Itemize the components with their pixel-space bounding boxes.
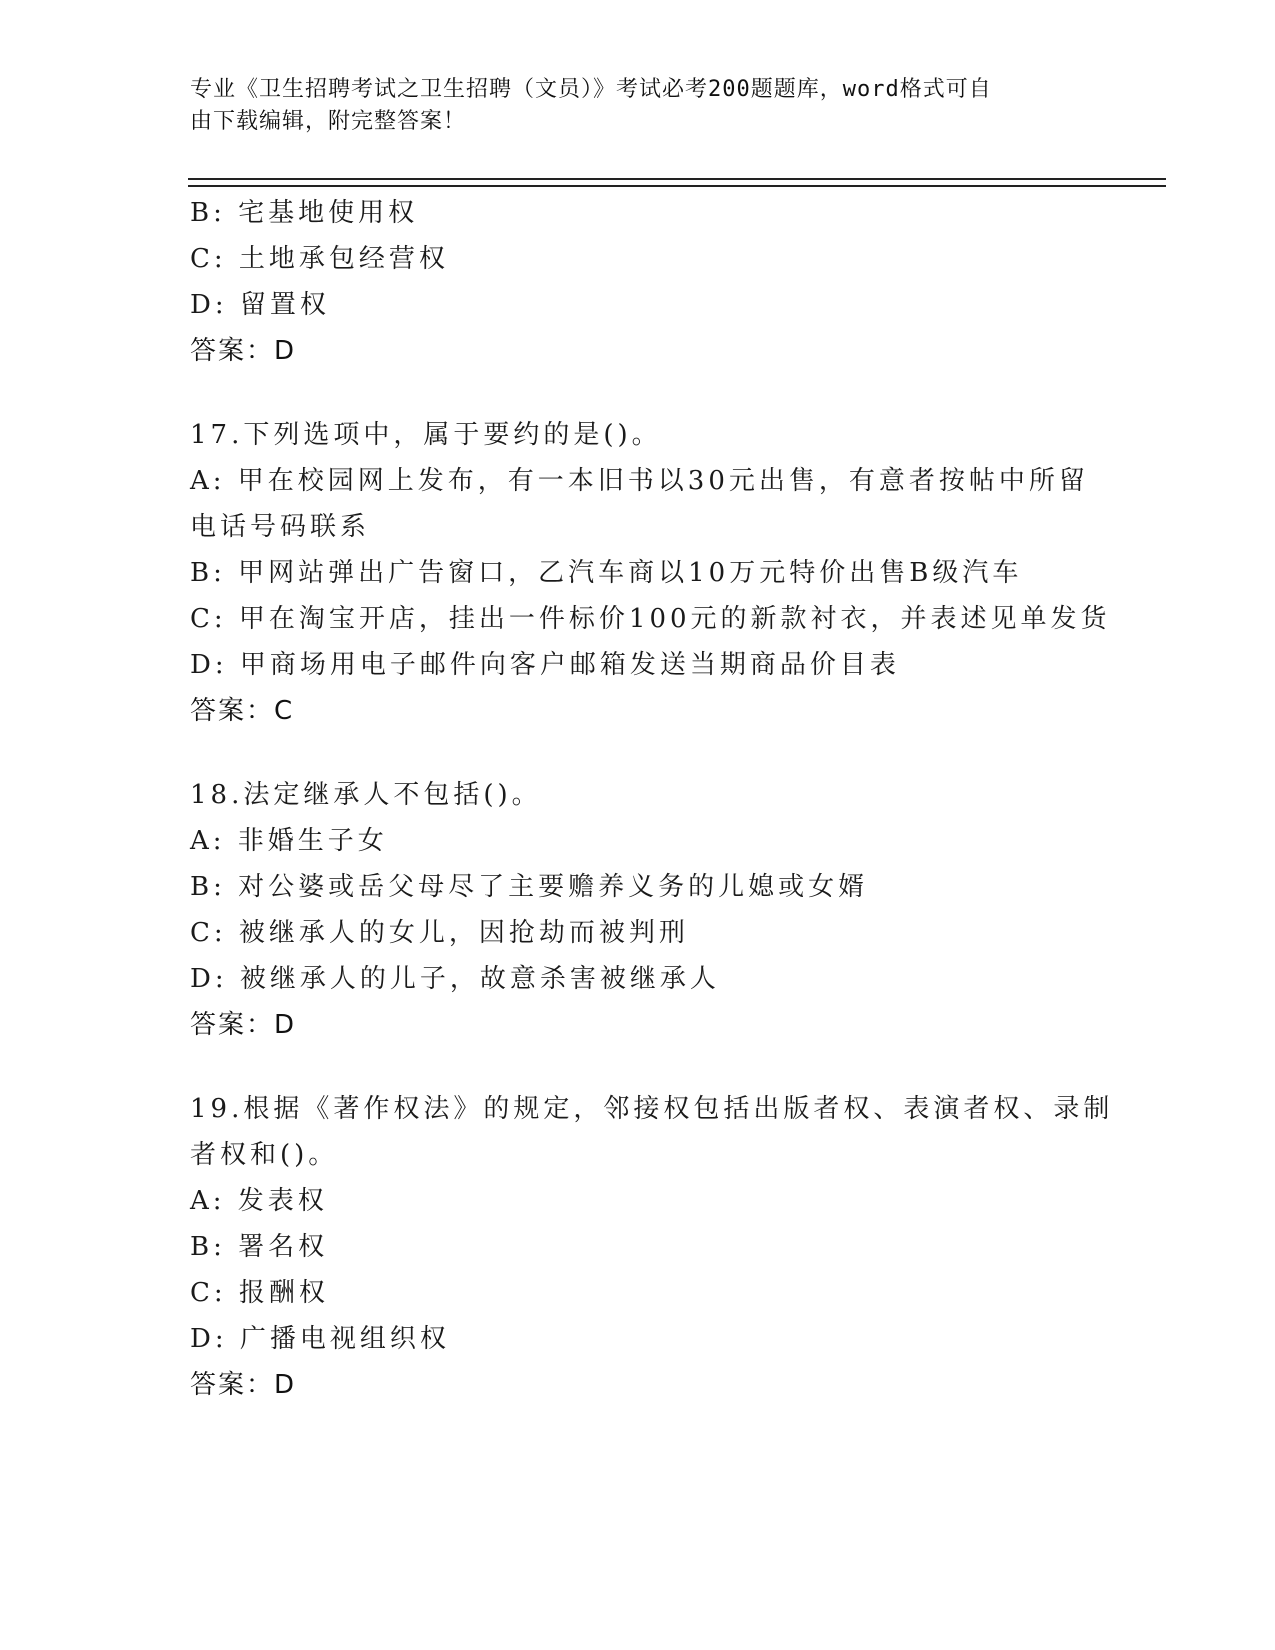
q19-stem-line-1: 19.根据《著作权法》的规定，邻接权包括出版者权、表演者权、录制 <box>190 1094 1114 1124</box>
question-list <box>190 190 1114 1408</box>
question-18 <box>190 772 1090 1048</box>
q16-option-d: D: 留置权 <box>190 290 330 320</box>
q16-option-b: B: 宅基地使用权 <box>190 198 419 228</box>
q17-option-a-line-2: 电话号码联系 <box>190 512 371 542</box>
header-rule-top <box>188 178 1166 180</box>
q18-option-c: C: 被继承人的女儿，因抢劫而被判刑 <box>190 918 689 948</box>
q19-stem-line-2: 者权和()。 <box>190 1140 339 1170</box>
question-16-tail <box>190 190 1090 374</box>
q19-option-d: D: 广播电视组织权 <box>190 1324 450 1354</box>
q19-option-c: C: 报酬权 <box>190 1278 329 1308</box>
question-17 <box>190 412 1111 734</box>
q19-answer: 答案：D <box>190 1370 297 1400</box>
q17-option-c: C: 甲在淘宝开店，挂出一件标价100元的新款衬衣，并表述见单发货 <box>190 604 1111 634</box>
q18-option-d: D: 被继承人的儿子，故意杀害被继承人 <box>190 964 720 994</box>
q17-answer: 答案：C <box>190 696 295 726</box>
q17-stem: 17.下列选项中，属于要约的是()。 <box>190 420 662 450</box>
q18-stem: 18.法定继承人不包括()。 <box>190 780 542 810</box>
document-header <box>190 74 1070 138</box>
q18-answer: 答案：D <box>190 1010 297 1040</box>
header-rule-bottom <box>188 185 1166 187</box>
q17-option-d: D: 甲商场用电子邮件向客户邮箱发送当期商品价目表 <box>190 650 900 680</box>
q18-option-b: B: 对公婆或岳父母尽了主要赡养义务的儿媳或女婿 <box>190 872 869 902</box>
question-19 <box>190 1086 1114 1408</box>
q16-answer: 答案：D <box>190 336 297 366</box>
q16-option-c: C: 土地承包经营权 <box>190 244 449 274</box>
header-line-1: 专业《卫生招聘考试之卫生招聘（文员）》考试必考200题题库，word格式可自 <box>190 77 992 102</box>
header-line-2: 由下载编辑，附完整答案！ <box>190 109 467 134</box>
q17-option-b: B: 甲网站弹出广告窗口，乙汽车商以10万元特价出售B级汽车 <box>190 558 1023 588</box>
q18-option-a: A: 非婚生子女 <box>190 826 388 856</box>
q19-option-b: B: 署名权 <box>190 1232 329 1262</box>
q17-option-a-line-1: A: 甲在校园网上发布，有一本旧书以30元出售，有意者按帖中所留 <box>190 466 1089 496</box>
q19-option-a: A: 发表权 <box>190 1186 328 1216</box>
